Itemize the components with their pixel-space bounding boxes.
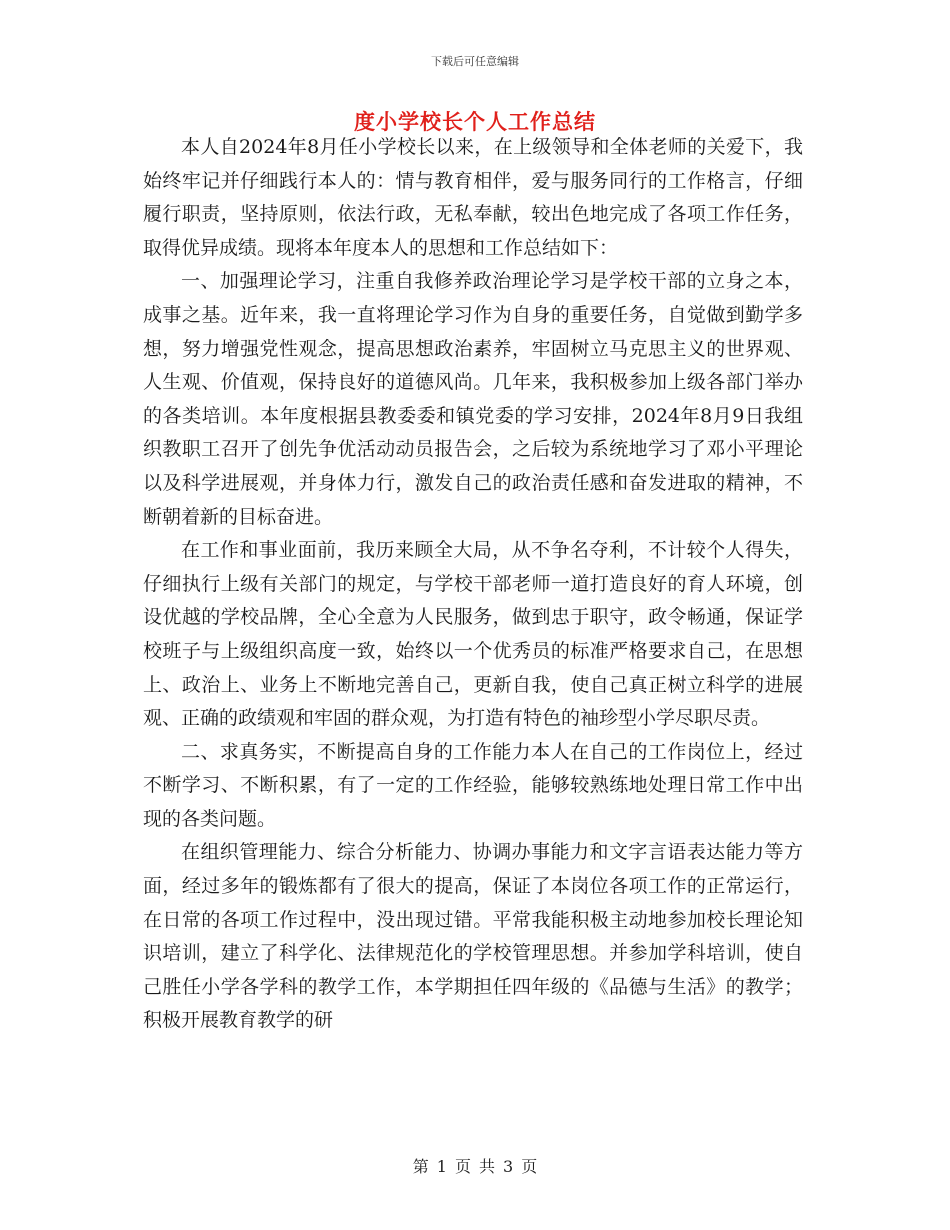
paragraph-work-ability: 二、求真务实，不断提高自身的工作能力本人在自己的工作岗位上，经过不断学习、不断积累，有了一定的工作经验，能够较熟练地处理日常工作中出现的各类问题。: [143, 740, 803, 830]
document-body: [143, 131, 803, 1038]
document-title: 度小学校长个人工作总结: [354, 109, 596, 134]
paragraph-theory-study: 一、加强理论学习，注重自我修养政治理论学习是学校干部的立身之本，成事之基。近年来，我一直将理论学习作为自身的重要任务，自觉做到勤学多想，努力增强党性观念，提高思想政治素养，牢固树立马克思主义的世界观、人生观、价值观，保持良好的道德风尚。几年来，我积极参加上级各部门举办的各类培训。本年度根据县教委委和镇党委的学习安排，2024年8月9日我组织教职工召开了创先争优活动动员报告会，之后较为系统地学习了邓小平理论以及科学进展观，并身体力行，激发自己的政治责任感和奋发进取的精神，不断朝着新的目标奋进。: [143, 270, 803, 528]
page-header-note: 下载后可任意编辑: [431, 55, 519, 68]
footer-label-total-unit: 页: [521, 1157, 538, 1176]
footer-label-page: 第: [412, 1157, 429, 1176]
page-footer: [0, 1154, 950, 1177]
paragraph-overall-situation: 在工作和事业面前，我历来顾全大局，从不争名夺利，不计较个人得失，仔细执行上级有关部门的规定，与学校干部老师一道打造良好的育人环境，创设优越的学校品牌，全心全意为人民服务，做到忠于职守，政令畅通，保证学校班子与上级组织高度一致，始终以一个优秀员的标准严格要求自己，在思想上、政治上、业务上不断地完善自己，更新自我，使自己真正树立科学的进展观、正确的政绩观和牢固的群众观，为打造有特色的袖珍型小学尽职尽责。: [143, 539, 803, 730]
footer-total-pages: 3: [503, 1157, 514, 1176]
footer-label-total: 共: [479, 1157, 496, 1176]
footer-label-page-unit: 页: [454, 1157, 471, 1176]
paragraph-management-ability: 在组织管理能力、综合分析能力、协调办事能力和文字言语表达能力等方面，经过多年的锻炼都有了很大的提高，保证了本岗位各项工作的正常运行，在日常的各项工作过程中，没出现过错。平常我能积极主动地参加校长理论知识培训，建立了科学化、法律规范化的学校管理思想。并参加学科培训，使自己胜任小学各学科的教学工作，本学期担任四年级的《品德与生活》的教学；积极开展教育教学的研: [143, 841, 803, 1032]
footer-page-number: 1: [436, 1157, 447, 1176]
paragraph-intro: 本人自2024年8月任小学校长以来，在上级领导和全体老师的关爱下，我始终牢记并仔细践行本人的：情与教育相伴，爱与服务同行的工作格言，仔细履行职责，坚持原则，依法行政，无私奉献，较出色地完成了各项工作任务，取得优异成绩。现将本年度本人的思想和工作总结如下：: [143, 136, 803, 259]
